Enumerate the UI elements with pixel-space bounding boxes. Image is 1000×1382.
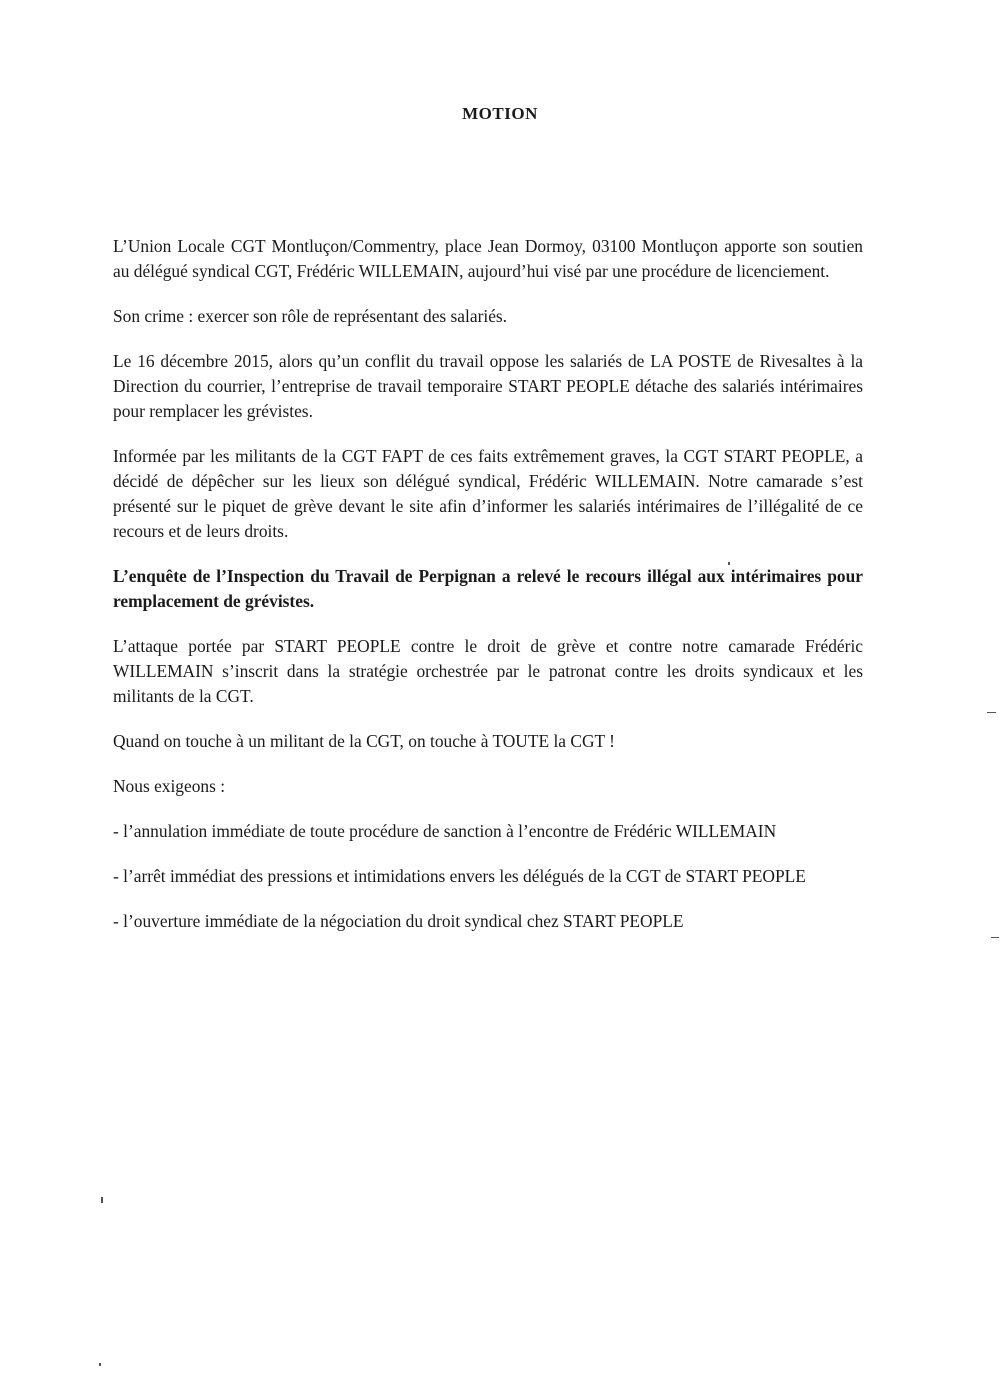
paragraph-crime: Son crime : exercer son rôle de représentant des salariés.: [113, 306, 508, 326]
paragraph-context: Le 16 décembre 2015, alors qu’un conflit du travail oppose les salariés de LA POSTE de Rivesaltes à la Direction du courrier, l’entreprise de travail temporaire START PEOPLE détache des salariés intérimaires pour remplacer les grévistes.: [113, 351, 863, 421]
demand-item-3: - l’ouverture immédiate de la négociation du droit syndical chez START PEOPLE: [113, 911, 684, 931]
demand-item-2: - l’arrêt immédiat des pressions et intimidations envers les délégués de la CGT de START PEOPLE: [113, 866, 806, 886]
paragraph-intro: L’Union Locale CGT Montluçon/Commentry, place Jean Dormoy, 03100 Montluçon apporte son soutien au délégué syndical CGT, Frédéric WILLEMAIN, aujourd’hui visé par une procédure de licenciement.: [113, 236, 863, 281]
scan-speck: [991, 937, 999, 938]
scan-speck: [728, 562, 730, 565]
document-body: [113, 234, 863, 954]
paragraph-demands-intro: Nous exigeons :: [113, 776, 226, 796]
demand-item-1: - l’annulation immédiate de toute procédure de sanction à l’encontre de Frédéric WILLEMAIN: [113, 821, 777, 841]
paragraph-attack: L’attaque portée par START PEOPLE contre le droit de grève et contre notre camarade Frédéric WILLEMAIN s’inscrit dans la stratégie orchestrée par le patronat contre les droits syndicaux et les militants de la CGT.: [113, 636, 863, 706]
document-title: MOTION: [462, 104, 538, 123]
paragraph-inspection: L’enquête de l’Inspection du Travail de Perpignan a relevé le recours illégal aux intérimaires pour remplacement de grévistes.: [113, 566, 863, 611]
paragraph-facts: Informée par les militants de la CGT FAPT de ces faits extrêmement graves, la CGT START PEOPLE, a décidé de dépêcher sur les lieux son délégué syndical, Frédéric WILLEMAIN. Notre camarade s’est présenté sur le piquet de grève devant le site afin d’informer les salariés intérimaires de l’illégalité de ce recours et de leurs droits.: [113, 446, 863, 541]
scan-speck: [99, 1363, 101, 1366]
paragraph-slogan: Quand on touche à un militant de la CGT, on touche à TOUTE la CGT !: [113, 731, 615, 751]
scan-speck: [101, 1197, 103, 1203]
scan-speck: [987, 712, 996, 713]
